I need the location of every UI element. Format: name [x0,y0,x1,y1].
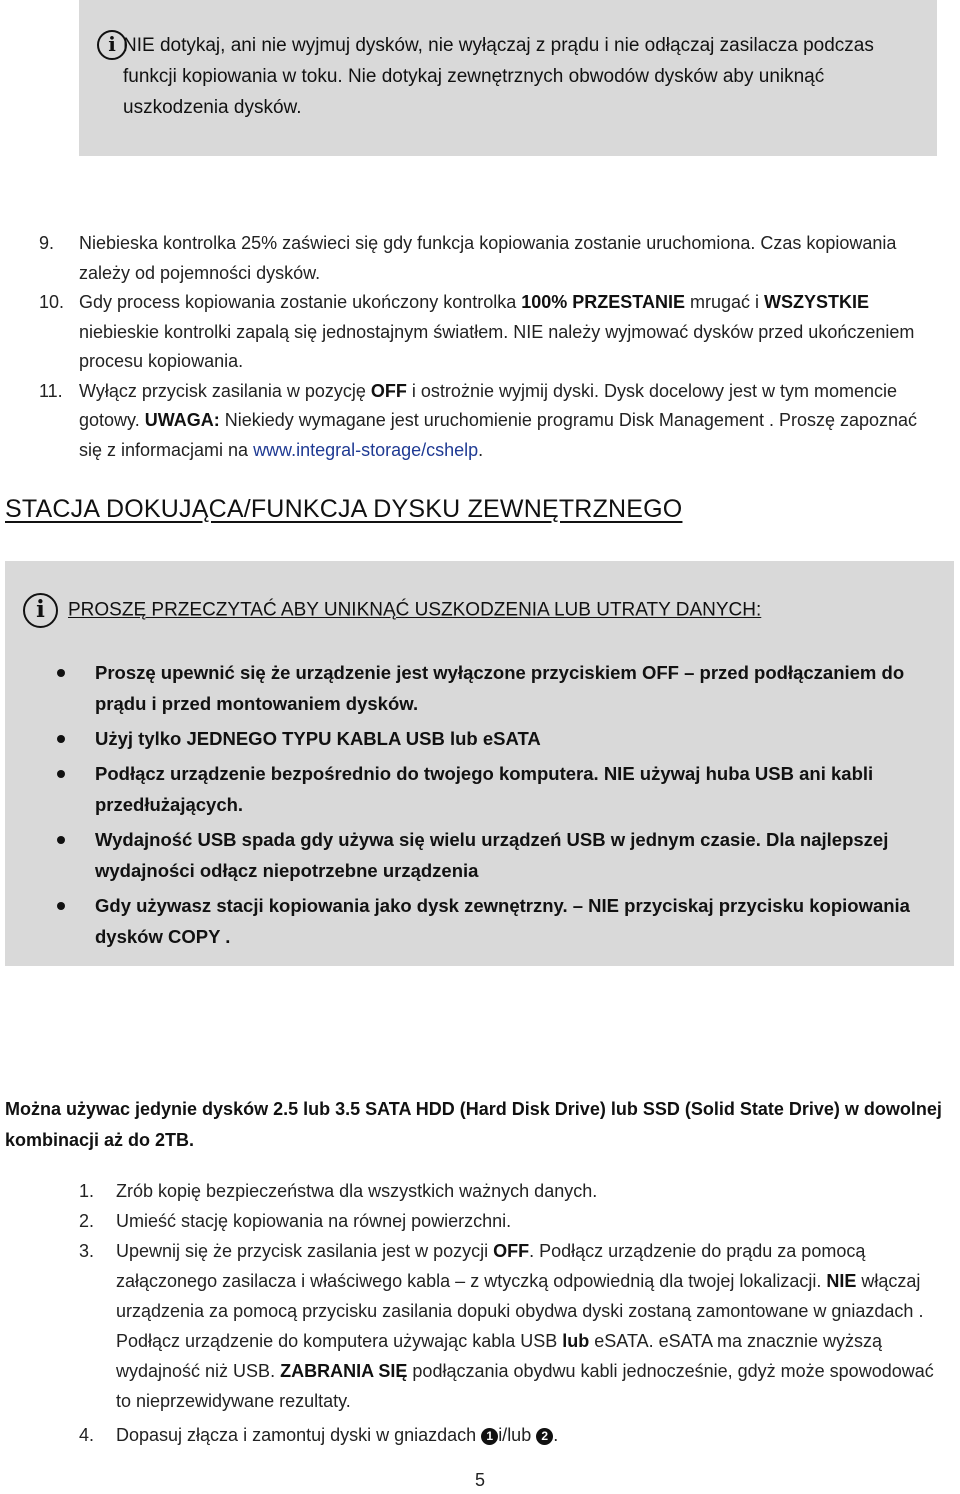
step-9 [39,229,939,288]
info-icon: i [97,30,127,60]
step-text: Gdy process kopiowania zostanie ukończony kontrolka [79,292,522,312]
step-number: 4. [79,1425,95,1445]
bullet-icon [57,902,65,910]
list-item [5,824,945,886]
step-bold: 100% PRZESTANIE [521,292,685,312]
step-text: Dopasuj złącza i zamontuj dyski w gniazdach [116,1425,482,1445]
step-text: i/lub [498,1425,537,1445]
number-one-circle-icon: 1 [481,1428,498,1445]
step-2 [79,1206,939,1236]
step-bold: ZABRANIA SIĘ [280,1361,408,1381]
warning-box-bullets [5,561,954,966]
list-item [5,758,945,820]
info-icon: i [23,593,58,628]
section-heading: STACJA DOKUJĄCA/FUNKCJA DYSKU ZEWNĘTRZNEGO [5,495,683,523]
step-number: 9. [39,233,55,253]
bullet-text: Podłącz urządzenie bezpośrednio do twojego komputera. NIE używaj huba USB ani kabli przedłużających. [95,763,874,815]
step-text: i ostrożnie wyjmij dyski. Dysk docelowy jest w tym momencie gotowy. [79,380,898,430]
step-text: . [553,1425,559,1445]
bullet-text: Proszę upewnić się że urządzenie jest wyłączone przyciskiem OFF – przed podłączaniem do prądu i przed montowaniem dysków. [95,662,905,714]
step-text: . [478,439,484,460]
step-text: Wyłącz przycisk zasilania w pozycję [79,380,371,401]
step-text: Niekiedy wymagane jest uruchomienie programu Disk Management . Proszę zapoznać się z informacjami na [79,410,918,460]
step-bold: OFF [370,380,407,401]
page-number: 5 [474,1470,485,1490]
step-10 [39,288,939,377]
warning-title-row [23,593,761,628]
step-bold: UWAGA: [144,410,220,430]
step-text: Umieść stację kopiowania na równej powierzchni. [116,1211,512,1231]
step-number: 3. [79,1241,95,1261]
bullet-icon [57,735,65,743]
step-bold: WSZYSTKIE [764,292,870,312]
step-3 [79,1236,939,1416]
step-number: 2. [79,1211,95,1231]
step-text: Upewnij się że przycisk zasilania jest w pozycji [116,1241,494,1261]
number-two-circle-icon: 2 [536,1428,553,1445]
step-text: podłączania obydwu kabli jednocześnie, gdyż może spowodować to nieprzewidywane rezultaty. [116,1361,934,1411]
bullet-icon [57,770,65,778]
list-item [5,723,945,754]
step-text: niebieskie kontrolki zapalą się jednostajnym światłem. NIE należy wyjmować dysków przed ukończeniem procesu kopiowania. [79,321,915,371]
bullet-icon [57,836,65,844]
step-text: włączaj urządzenia za pomocą przycisku zasilania dopuki obydwa dyski zostaną zamontowane w gniazdach . Podłącz urządzenie do komputera używając kabla USB [116,1271,924,1351]
step-text: mrugać i [684,292,764,312]
hdd-note: Można używac jedynie dysków 2.5 lub 3.5 SATA HDD (Hard Disk Drive) lub SSD (Solid State Drive) w dowolnej kombinacji aż do 2TB. [5,1099,942,1150]
step-text: eSATA. eSATA ma znacznie wyższą wydajność niż USB. [116,1331,883,1381]
step-bold: NIE [826,1271,857,1291]
bullet-icon [57,669,65,677]
warning-title: PROSZĘ PRZECZYTAĆ ABY UNIKNĄĆ USZKODZENIA LUB UTRATY DANYCH: [68,599,762,621]
step-number: 10. [39,292,65,312]
step-number: 11. [39,380,63,401]
warning-bullet-list [5,657,945,956]
bullet-text: Gdy używasz stacji kopiowania jako dysk zewnętrzny. – NIE przyciskaj przycisku kopiowania dysków COPY . [95,895,910,947]
step-text: . Podłącz urządzenie do prądu za pomocą załączonego zasilacza i właściwego kabla – z wtyczką odpowiednią dla twojej lokalizacji. [116,1241,866,1291]
step-text: Zrób kopię bezpieczeństwa dla wszystkich ważnych danych. [116,1181,598,1201]
step-4 [79,1420,939,1450]
step-bold: OFF [493,1241,530,1261]
bullet-text: Wydajność USB spada gdy używa się wielu urządzeń USB w jednym czasie. Dla najlepszej wydajności odłącz niepotrzebne urządzenia [95,829,889,881]
steps-list-a [39,229,939,465]
help-link[interactable]: www.integral-storage/cshelp [253,439,479,460]
step-number: 1. [79,1181,95,1201]
steps-list-b [79,1176,939,1450]
step-1 [79,1176,939,1206]
warning-text: NIE dotykaj, ani nie wyjmuj dysków, nie wyłączaj z prądu i nie odłączaj zasilacza podczas funkcji kopiowania w toku. Nie dotykaj zewnętrznych obwodów dysków aby uniknąć uszkodzenia dysków. [123,35,874,118]
step-11 [39,377,939,466]
warning-box-top [79,0,937,156]
step-bold: lub [562,1331,590,1351]
list-item [5,890,945,952]
list-item [5,657,945,719]
bullet-text: Użyj tylko JEDNEGO TYPU KABLA USB lub eSATA [95,728,541,749]
step-text: Niebieska kontrolka 25% zaświeci się gdy funkcja kopiowania zostanie uruchomiona. Czas kopiowania zależy od pojemności dysków. [79,233,897,283]
